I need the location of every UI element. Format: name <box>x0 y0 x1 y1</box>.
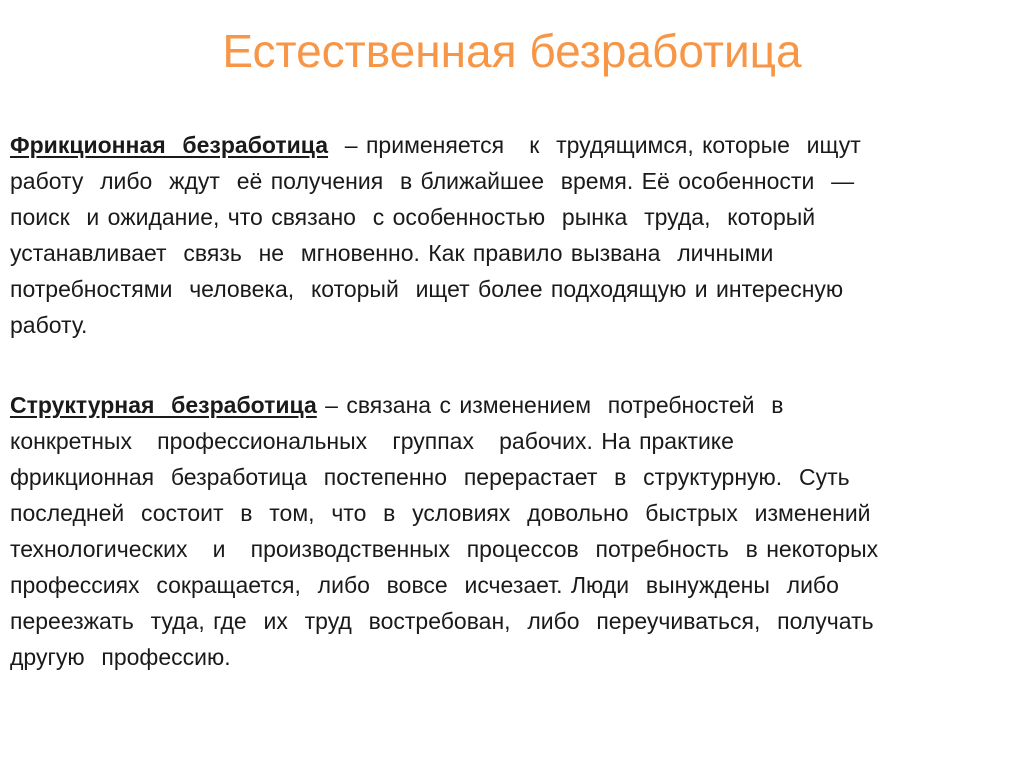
paragraph-text: – применяется к трудящимся, которые ищут <box>328 132 861 158</box>
structural-unemployment-paragraph <box>10 387 1010 675</box>
slide-title: Естественная безработица <box>222 25 802 77</box>
paragraph-line: переезжать туда, где их труд востребован, либо переучиваться, получать <box>10 608 874 634</box>
paragraph-line: работу. <box>10 312 88 338</box>
paragraph-line: другую профессию. <box>10 644 231 670</box>
paragraph-line: профессиях сокращается, либо вовсе исчезает. Люди вынуждены либо <box>10 572 839 598</box>
paragraph-line: потребностями человека, который ищет более подходящую и интересную <box>10 276 844 302</box>
paragraph-text: – связана с изменением потребностей в <box>316 392 784 418</box>
paragraph-line: устанавливает связь не мгновенно. Как правило вызвана личными <box>10 240 774 266</box>
paragraph-line <box>10 387 1010 423</box>
paragraph-line: работу либо ждут её получения в ближайшее время. Её особенности — <box>10 168 855 194</box>
frictional-unemployment-paragraph <box>10 127 1010 343</box>
frictional-term: Фрикционная безработица <box>10 132 329 158</box>
paragraph-line: фрикционная безработица постепенно перерастает в структурную. Суть <box>10 464 850 490</box>
paragraph-line <box>10 127 1010 163</box>
paragraph-line: поиск и ожидание, что связано с особенностью рынка труда, который <box>10 204 816 230</box>
paragraph-line: последней состоит в том, что в условиях довольно быстрых изменений <box>10 500 871 526</box>
paragraph-line: конкретных профессиональных группах рабочих. На практике <box>10 428 734 454</box>
structural-term: Структурная безработица <box>10 392 317 418</box>
paragraph-line: технологических и производственных процессов потребность в некоторых <box>10 536 879 562</box>
